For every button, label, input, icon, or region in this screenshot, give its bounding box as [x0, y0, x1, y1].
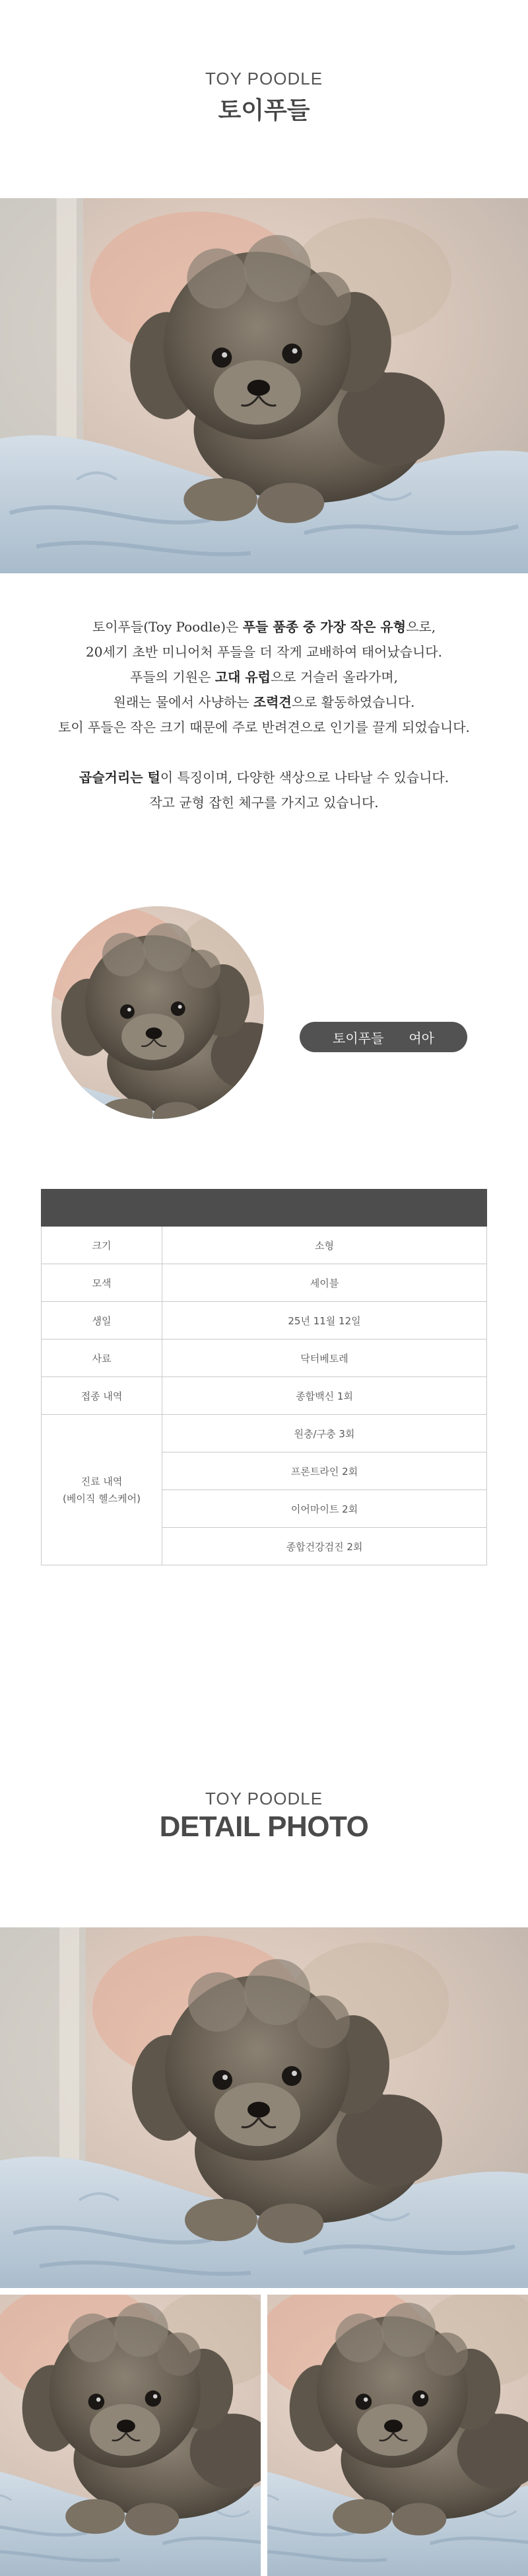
- poodle-detail-photo-large: [0, 1927, 528, 2288]
- description-line: 푸들의 기원은 고대 유럽으로 거슬러 올라가며,: [130, 669, 398, 685]
- description-line: 원래는 물에서 사냥하는 조력견으로 활동하였습니다.: [113, 694, 415, 710]
- info-table: [41, 1189, 487, 1565]
- table-row: [42, 1415, 487, 1452]
- care-item: 종합건강검진 2회: [162, 1528, 487, 1565]
- poodle-portrait-photo: [51, 906, 264, 1119]
- description-line: 20세기 초반 미니어처 푸들을 더 작게 교배하여 태어났습니다.: [86, 644, 442, 660]
- table-row: [42, 1264, 487, 1302]
- description-line: 토이 푸들은 작은 크기 때문에 주로 반려견으로 인기를 끌게 되었습니다.: [58, 719, 470, 735]
- table-row: [42, 1227, 487, 1264]
- row-value: 종합백신 1회: [162, 1377, 487, 1415]
- description-line: 곱슬거리는 털이 특징이며, 다양한 색상으로 나타날 수 있습니다.: [79, 769, 449, 785]
- detail-title: DETAIL PHOTO: [159, 1810, 369, 1843]
- table-row: [42, 1340, 487, 1377]
- page-title: 토이푸들: [218, 97, 310, 124]
- row-label: 모색: [42, 1264, 162, 1302]
- row-label: 생일: [42, 1302, 162, 1340]
- description-line: 작고 균형 잡힌 체구를 가지고 있습니다.: [149, 795, 379, 810]
- table-header: [42, 1190, 487, 1227]
- detail-eyebrow: TOY POODLE: [205, 1789, 323, 1808]
- description-line: 토이푸들(Toy Poodle)은 푸들 품종 중 가장 작은 유형으로,: [92, 619, 436, 635]
- table-row: [42, 1377, 487, 1415]
- poodle-detail-photo-left: [0, 2295, 261, 2576]
- care-item: 이어마이트 2회: [162, 1490, 487, 1528]
- breed-label: 토이푸들: [333, 1030, 384, 1046]
- care-item: 프론트라인 2회: [162, 1452, 487, 1490]
- row-label: 접종 내역: [42, 1377, 162, 1415]
- breed-description: [0, 614, 528, 815]
- row-value: 소형: [162, 1227, 487, 1264]
- detail-section-header: [0, 1789, 528, 1843]
- row-label: 사료: [42, 1340, 162, 1377]
- care-item: 원충/구충 3회: [162, 1415, 487, 1452]
- poodle-detail-photo-right: [267, 2295, 528, 2576]
- gender-label: 여아: [409, 1030, 434, 1046]
- header-eyebrow: TOY POODLE: [205, 69, 323, 89]
- row-value: 닥터베토레: [162, 1340, 487, 1377]
- care-history-label: 진료 내역 (베이직 헬스케어): [42, 1415, 162, 1565]
- poodle-puppy-photo: [0, 198, 528, 573]
- table-row: [42, 1302, 487, 1340]
- row-value: 25년 11월 12일: [162, 1302, 487, 1340]
- profile-badge: [300, 1022, 467, 1052]
- row-label: 크기: [42, 1227, 162, 1264]
- row-value: 세이블: [162, 1264, 487, 1302]
- header-section: [0, 69, 528, 125]
